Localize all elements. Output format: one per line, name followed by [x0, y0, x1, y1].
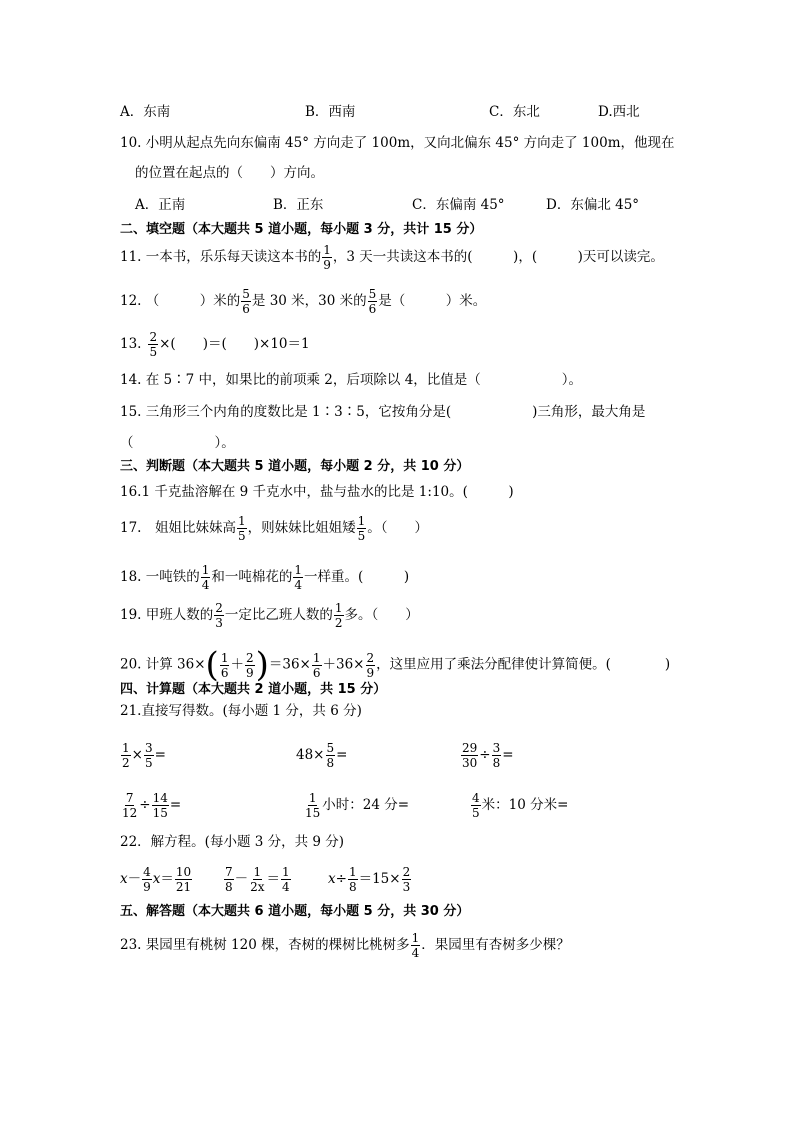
q20-plus: ＋: [230, 656, 244, 673]
q21-e4-denominator-a: 12: [122, 806, 138, 820]
q18-fraction-2: [293, 564, 303, 591]
q15-line1: 15. 三角形三个内角的度数比是 1∶3∶5，它按角分是( )三角形，最大角是: [120, 404, 646, 420]
q19-numerator-1: 2: [215, 601, 223, 615]
q20-fraction-1: [220, 652, 230, 679]
q21-title: 21.直接写得数。(每小题 1 分，共 6 分): [120, 703, 362, 719]
q21-e4-equals: =: [169, 797, 182, 813]
q20-fraction-2: [245, 652, 255, 679]
q21-e2-denominator: 8: [326, 756, 335, 770]
q20-numerator-4: 2: [366, 650, 375, 665]
q12: [120, 288, 486, 315]
q16: 16.1 千克盐溶解在 9 千克水中，盐与盐水的比是 1:10。( ): [120, 484, 514, 500]
q22-eq2-equals: ＝: [266, 871, 281, 887]
q21-e1-operator: ×: [131, 747, 143, 763]
q9-option-c: C．东北: [489, 104, 540, 120]
q21-e1-numerator-b: 3: [144, 741, 153, 755]
q10-line1: 10. 小明从起点先向东偏南 45° 方向走了 100m，又向北偏东 45° 方向走了 100m，他现在: [120, 135, 675, 151]
q21-e3-numerator-a: 29: [462, 741, 478, 755]
q10-line2: 的位置在起点的（ ）方向。: [135, 165, 324, 181]
q22-eq2-fraction-b: [249, 866, 265, 893]
q22-eq3-result-numerator: 2: [402, 865, 411, 879]
q17-text-pre: 17. 姐姐比妹妹高: [120, 520, 236, 536]
q18-numerator-1: 1: [201, 563, 210, 577]
q17-fraction-2: [357, 515, 367, 542]
q17-numerator-2: 1: [357, 514, 366, 528]
q19-text-mid: 一定比乙班人数的: [224, 607, 333, 623]
q21-e1-equals: =: [154, 747, 166, 763]
q21-expr-6: [470, 792, 568, 819]
q12-denominator-2: 6: [368, 302, 377, 316]
q18: [120, 564, 409, 591]
q21-e6-numerator: 4: [472, 791, 480, 805]
q21-e1-fraction-b: [144, 742, 154, 769]
section-4-title: 四、计算题（本大题共 2 道小题，共 15 分）: [120, 682, 387, 697]
q13: [120, 331, 310, 358]
q17-text-mid: ，则妹妹比姐姐矮: [247, 520, 356, 536]
q18-text-mid: 和一吨棉花的: [211, 569, 293, 585]
q21-e5-fraction: [304, 792, 321, 819]
q12-text-3: 是（ ）米。: [378, 293, 487, 309]
q22-eq1-denominator: 9: [143, 880, 151, 894]
q21-e4-operator: ÷: [139, 797, 151, 813]
q23-text-post: ．果园里有杏树多少棵？: [421, 937, 570, 953]
q11-denominator: 9: [323, 258, 331, 272]
q17-numerator-1: 1: [237, 514, 246, 528]
q18-denominator-2: 4: [294, 578, 303, 592]
q22-eq2-result-fraction: [281, 866, 291, 893]
q18-fraction-1: [201, 564, 211, 591]
q22-eq1-result-denominator: 21: [175, 880, 192, 894]
q22-eq2-fraction-a: [224, 866, 234, 893]
q22-eq2-denominator-b: 2x: [250, 880, 265, 894]
q19: [120, 602, 419, 629]
q18-text-pre: 18. 一吨铁的: [120, 569, 200, 585]
q12-fraction-1: [241, 288, 251, 315]
q20-right-paren: ): [255, 645, 269, 685]
q22-eq3-x: x: [328, 871, 336, 887]
q20-fraction-3: [312, 652, 322, 679]
q17-text-post: 。（ ）: [367, 520, 429, 536]
q11-text-post: ，3 天一共读这本书的( )，( )天可以读完。: [332, 249, 664, 265]
q22-eq1-x2: x: [152, 871, 161, 887]
q17-fraction-1: [237, 515, 247, 542]
q11: [120, 244, 664, 271]
q11-numerator: 1: [323, 243, 331, 257]
q22-equation-2: [223, 866, 292, 893]
q23-text-pre: 23. 果园里有桃树 120 棵，杏树的棵树比桃树多: [120, 937, 410, 953]
q21-e6-post: 米：10 分米=: [481, 797, 569, 813]
q22-eq1-result-numerator: 10: [175, 865, 192, 879]
q23: [120, 932, 570, 959]
q20-text-mid: ＝36×: [268, 656, 311, 673]
q22-eq3-result-denominator: 3: [402, 880, 411, 894]
q20-text-post: ，这里应用了乘法分配律使计算简便。( ): [376, 656, 671, 673]
q21-e4-fraction-b: [152, 792, 169, 819]
q22-eq2-denominator-a: 8: [225, 880, 233, 894]
q20-left-paren: (: [205, 645, 219, 685]
q9-option-d: D.西北: [598, 104, 640, 120]
q21-e1-denominator-a: 2: [122, 756, 130, 770]
q12-numerator-2: 5: [368, 287, 377, 301]
q20-numerator-2: 2: [245, 650, 254, 665]
q19-denominator-1: 3: [215, 616, 223, 630]
q21-e3-operator: ÷: [479, 747, 491, 763]
q21-expr-2: [296, 742, 347, 769]
q21-e1-fraction-a: [121, 742, 131, 769]
q22-eq1-result-fraction: [175, 866, 192, 893]
q13-numerator: 2: [149, 330, 158, 344]
q22-eq3-result-fraction: [402, 866, 412, 893]
q19-fraction-1: [214, 602, 224, 629]
q20-denominator-3: 6: [312, 665, 321, 680]
q10-option-c: C．东偏南 45°: [412, 197, 505, 213]
q21-expr-5: [303, 792, 409, 819]
q13-denominator: 5: [149, 345, 158, 359]
q22-eq3-divide: ÷: [335, 871, 347, 887]
q21-e3-fraction-b: [492, 742, 502, 769]
q21-e2-pre: 48×: [296, 747, 325, 763]
q11-text-pre: 11. 一本书，乐乐每天读这本书的: [120, 249, 322, 265]
q19-numerator-2: 1: [334, 601, 343, 615]
q23-denominator: 4: [411, 946, 420, 960]
q23-numerator: 1: [411, 931, 420, 945]
q21-e3-denominator-a: 30: [462, 756, 478, 770]
q22-eq3-fraction: [348, 866, 358, 893]
q22-eq2-numerator-b: 1: [253, 865, 262, 879]
q10-option-a: A．正南: [135, 197, 186, 213]
q23-fraction: [411, 932, 421, 959]
q21-e4-fraction-a: [121, 792, 138, 819]
q21-expr-1: [120, 742, 166, 769]
q21-e5-post: 小时：24 分=: [322, 797, 410, 813]
q17-denominator-2: 5: [357, 529, 366, 543]
q21-e1-denominator-b: 5: [144, 756, 153, 770]
section-3-title: 三、判断题（本大题共 5 道小题，每小题 2 分，共 10 分）: [120, 459, 470, 474]
q21-e2-fraction: [326, 742, 336, 769]
q19-fraction-2: [334, 602, 344, 629]
q22-eq1-equals: ＝: [160, 871, 174, 887]
q21-e4-denominator-b: 15: [152, 806, 168, 820]
q12-numerator-1: 5: [242, 287, 250, 301]
q21-expr-3: [460, 742, 514, 769]
q13-text-pre: 13.: [120, 336, 142, 352]
q22-equation-1: [120, 866, 193, 893]
q22-eq2-result-numerator: 1: [282, 865, 290, 879]
q19-denominator-2: 2: [334, 616, 343, 630]
q21-e4-numerator-a: 7: [125, 791, 134, 805]
q21-e6-fraction: [471, 792, 481, 819]
q22-eq3-mid: ＝15×: [358, 871, 401, 887]
q21-e2-equals: =: [336, 747, 348, 763]
q21-e1-numerator-a: 1: [122, 741, 130, 755]
q9-option-b: B．西南: [305, 104, 356, 120]
q12-denominator-1: 6: [242, 302, 250, 316]
q22-eq1-numerator: 4: [143, 865, 151, 879]
q21-e3-denominator-b: 8: [492, 756, 501, 770]
q21-e2-numerator: 5: [326, 741, 335, 755]
q13-text-post: ×( )＝( )×10＝1: [159, 336, 310, 352]
q18-denominator-1: 4: [201, 578, 210, 592]
q22-eq1-minus: －: [127, 871, 142, 887]
q19-text-pre: 19. 甲班人数的: [120, 607, 214, 623]
q20-denominator-4: 9: [366, 665, 375, 680]
q9-option-a: A．东南: [120, 104, 171, 120]
q11-fraction: [322, 244, 332, 271]
q22-eq3-numerator: 1: [348, 865, 357, 879]
q12-fraction-2: [368, 288, 378, 315]
q21-e3-equals: =: [502, 747, 514, 763]
q18-numerator-2: 1: [294, 563, 303, 577]
q12-text-2: 是 30 米，30 米的: [251, 293, 367, 309]
q17-denominator-1: 5: [237, 529, 246, 543]
q21-e3-fraction-a: [461, 742, 478, 769]
q20: [120, 645, 671, 685]
q21-e5-numerator: 1: [308, 791, 317, 805]
q10-option-d: D．东偏北 45°: [546, 197, 640, 213]
q22-equation-3: [328, 866, 412, 893]
q22-title: 22．解方程。(每小题 3 分，共 9 分): [120, 834, 345, 850]
q22-eq2-minus: －: [234, 871, 249, 887]
q19-text-post: 多。（ ）: [344, 607, 419, 623]
q13-fraction: [148, 331, 158, 358]
q15-line2: （ ）。: [120, 435, 235, 451]
q12-text-1: 12. （ ）米的: [120, 293, 241, 309]
q21-expr-4: [120, 792, 181, 819]
q20-denominator-1: 6: [220, 665, 229, 680]
q21-e4-numerator-b: 14: [152, 791, 168, 805]
q20-numerator-1: 1: [220, 650, 229, 665]
q22-eq3-denominator: 8: [348, 880, 357, 894]
q14: 14. 在 5∶7 中，如果比的前项乘 2，后项除以 4，比值是（ ）。: [120, 372, 583, 388]
q20-fraction-4: [366, 652, 376, 679]
section-5-title: 五、解答题（本大题共 6 道小题，每小题 5 分，共 30 分）: [120, 904, 470, 919]
q22-eq2-numerator-a: 7: [225, 865, 233, 879]
q21-e6-denominator: 5: [472, 806, 480, 820]
q22-eq1-x: x: [120, 871, 128, 887]
q18-text-post: 一样重。( ): [304, 569, 410, 585]
q22-eq2-result-denominator: 4: [282, 880, 290, 894]
q20-denominator-2: 9: [245, 665, 254, 680]
q21-e3-numerator-b: 3: [492, 741, 501, 755]
q22-eq1-fraction: [142, 866, 152, 893]
q17: [120, 515, 428, 542]
q10-option-b: B．正东: [273, 197, 324, 213]
q20-text-mid2: ＋36×: [322, 656, 365, 673]
section-2-title: 二、填空题（本大题共 5 道小题，每小题 3 分，共计 15 分）: [120, 222, 483, 237]
q20-numerator-3: 1: [312, 650, 321, 665]
q20-text-pre: 20. 计算 36×: [120, 656, 206, 673]
q21-e5-denominator: 15: [305, 806, 321, 820]
